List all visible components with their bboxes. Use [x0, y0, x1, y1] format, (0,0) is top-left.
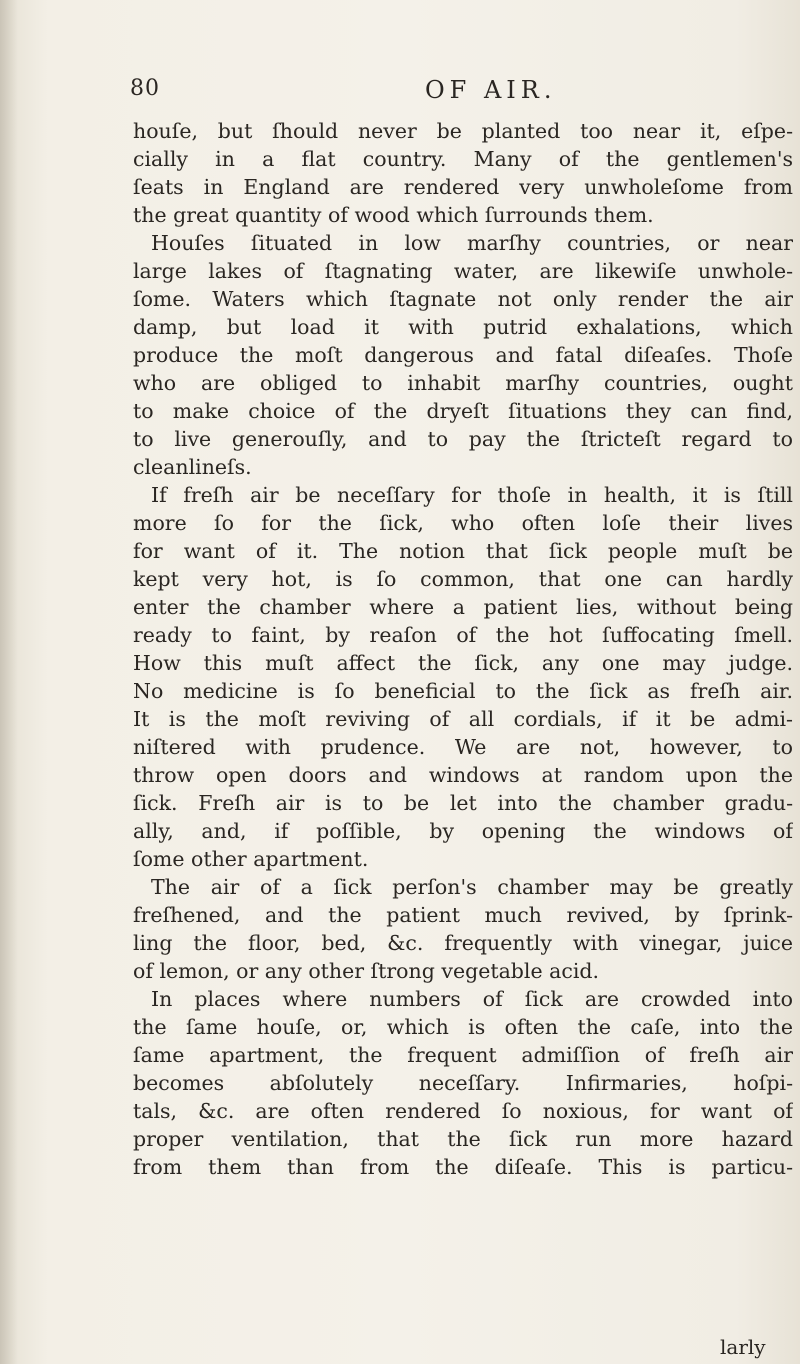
text-line: proper ventilation, that the ſick run more hazard — [133, 1127, 793, 1151]
catchword: larly — [720, 1335, 766, 1359]
text-line: enter the chamber where a patient lies, without being — [133, 595, 793, 619]
text-line: from them than from the diſeaſe. This is particu- — [133, 1155, 793, 1179]
spine-shadow — [0, 0, 18, 1364]
text-line: to live generouſly, and to pay the ſtricteſt regard to — [133, 427, 793, 451]
running-head: OF AIR. — [425, 76, 557, 104]
text-line: No medicine is ſo beneficial to the ſick as freſh air. — [133, 679, 793, 703]
text-line: for want of it. The notion that ſick people muſt be — [133, 539, 793, 563]
text-line: to make choice of the dryeſt ſituations they can find, — [133, 399, 793, 423]
text-line: produce the moſt dangerous and fatal diſeaſes. Thoſe — [133, 343, 793, 367]
text-line: the ſame houſe, or, which is often the caſe, into the — [133, 1015, 793, 1039]
text-line: ſome. Waters which ſtagnate not only render the air — [133, 287, 793, 311]
text-line: freſhened, and the patient much revived, by ſprink- — [133, 903, 793, 927]
body-text — [133, 117, 793, 1181]
text-line: If freſh air be neceſſary for thoſe in health, it is ſtill — [151, 483, 793, 507]
text-line: who are obliged to inhabit marſhy countries, ought — [133, 371, 793, 395]
text-line: damp, but load it with putrid exhalations, which — [133, 315, 793, 339]
text-line: ſick. Freſh air is to be let into the chamber gradu- — [133, 791, 793, 815]
page-header — [130, 76, 750, 116]
text-line: ling the floor, bed, &c. frequently with vinegar, juice — [133, 931, 793, 955]
text-line: more ſo for the ſick, who often loſe their lives — [133, 511, 793, 535]
text-line: ready to faint, by reaſon of the hot ſuffocating ſmell. — [133, 623, 793, 647]
text-line: becomes abſolutely neceſſary. Infirmaries, hoſpi- — [133, 1071, 793, 1095]
text-line: throw open doors and windows at random upon the — [133, 763, 793, 787]
text-line: kept very hot, is ſo common, that one can hardly — [133, 567, 793, 591]
text-line: ſame apartment, the frequent admiſſion of freſh air — [133, 1043, 793, 1067]
text-line: cially in a flat country. Many of the gentlemen's — [133, 147, 793, 171]
text-line: tals, &c. are often rendered ſo noxious, for want of — [133, 1099, 793, 1123]
text-line: of lemon, or any other ſtrong vegetable acid. — [133, 959, 600, 983]
text-line: niſtered with prudence. We are not, however, to — [133, 735, 793, 759]
text-line: It is the moſt reviving of all cordials, if it be admi- — [133, 707, 793, 731]
text-line: ſeats in England are rendered very unwholeſome from — [133, 175, 793, 199]
text-line: In places where numbers of ſick are crowded into — [151, 987, 793, 1011]
text-line: ally, and, if poſſible, by opening the windows of — [133, 819, 793, 843]
text-line: How this muſt affect the ſick, any one may judge. — [133, 651, 793, 675]
text-line: large lakes of ſtagnating water, are likewiſe unwhole- — [133, 259, 793, 283]
text-line: houſe, but ſhould never be planted too near it, eſpe- — [133, 119, 793, 143]
text-line: Houſes ſituated in low marſhy countries, or near — [151, 231, 793, 255]
text-line: cleanlineſs. — [133, 455, 252, 479]
text-line: the great quantity of wood which ſurrounds them. — [133, 203, 654, 227]
text-line: The air of a ſick perſon's chamber may be greatly — [151, 875, 793, 899]
text-line: ſome other apartment. — [133, 847, 369, 871]
page-number: 80 — [130, 76, 160, 101]
